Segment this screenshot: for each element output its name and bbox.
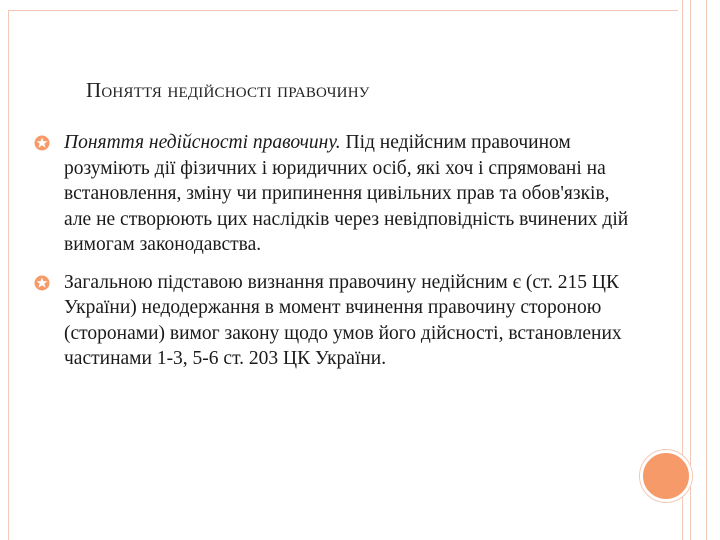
decorative-circle <box>640 450 692 502</box>
list-item <box>34 270 634 372</box>
item-lead-italic: Поняття недійсності правочину. <box>64 132 341 153</box>
item-text: Загальною підставою визнання правочину недійсним є (ст. 215 ЦК України) недодержання в момент вчинення правочину стороною (сторонами) вимог закону щодо умов його дійсності, встановлених частинами 1-3, 5-6 ст. 203 ЦК України. <box>64 271 622 369</box>
slide-title: Поняття недійсності правочину <box>86 78 370 102</box>
item-text: Під недійсним правочином розуміють дії фізичних і юридичних осіб, які хоч і спрямовані на встановлення, зміну чи припинення цивільних прав та обов'язків, але не створюють цих наслідків через невідповідність вчинених дій вимогам законодавства. <box>64 132 629 255</box>
star-in-circle-icon <box>34 275 50 291</box>
frame-line <box>706 0 707 540</box>
frame-left-decoration <box>8 10 9 540</box>
star-in-circle-icon <box>34 135 50 151</box>
bullet-list <box>34 130 634 384</box>
frame-line <box>690 0 691 540</box>
list-item <box>34 130 634 258</box>
frame-top-decoration <box>0 0 720 22</box>
